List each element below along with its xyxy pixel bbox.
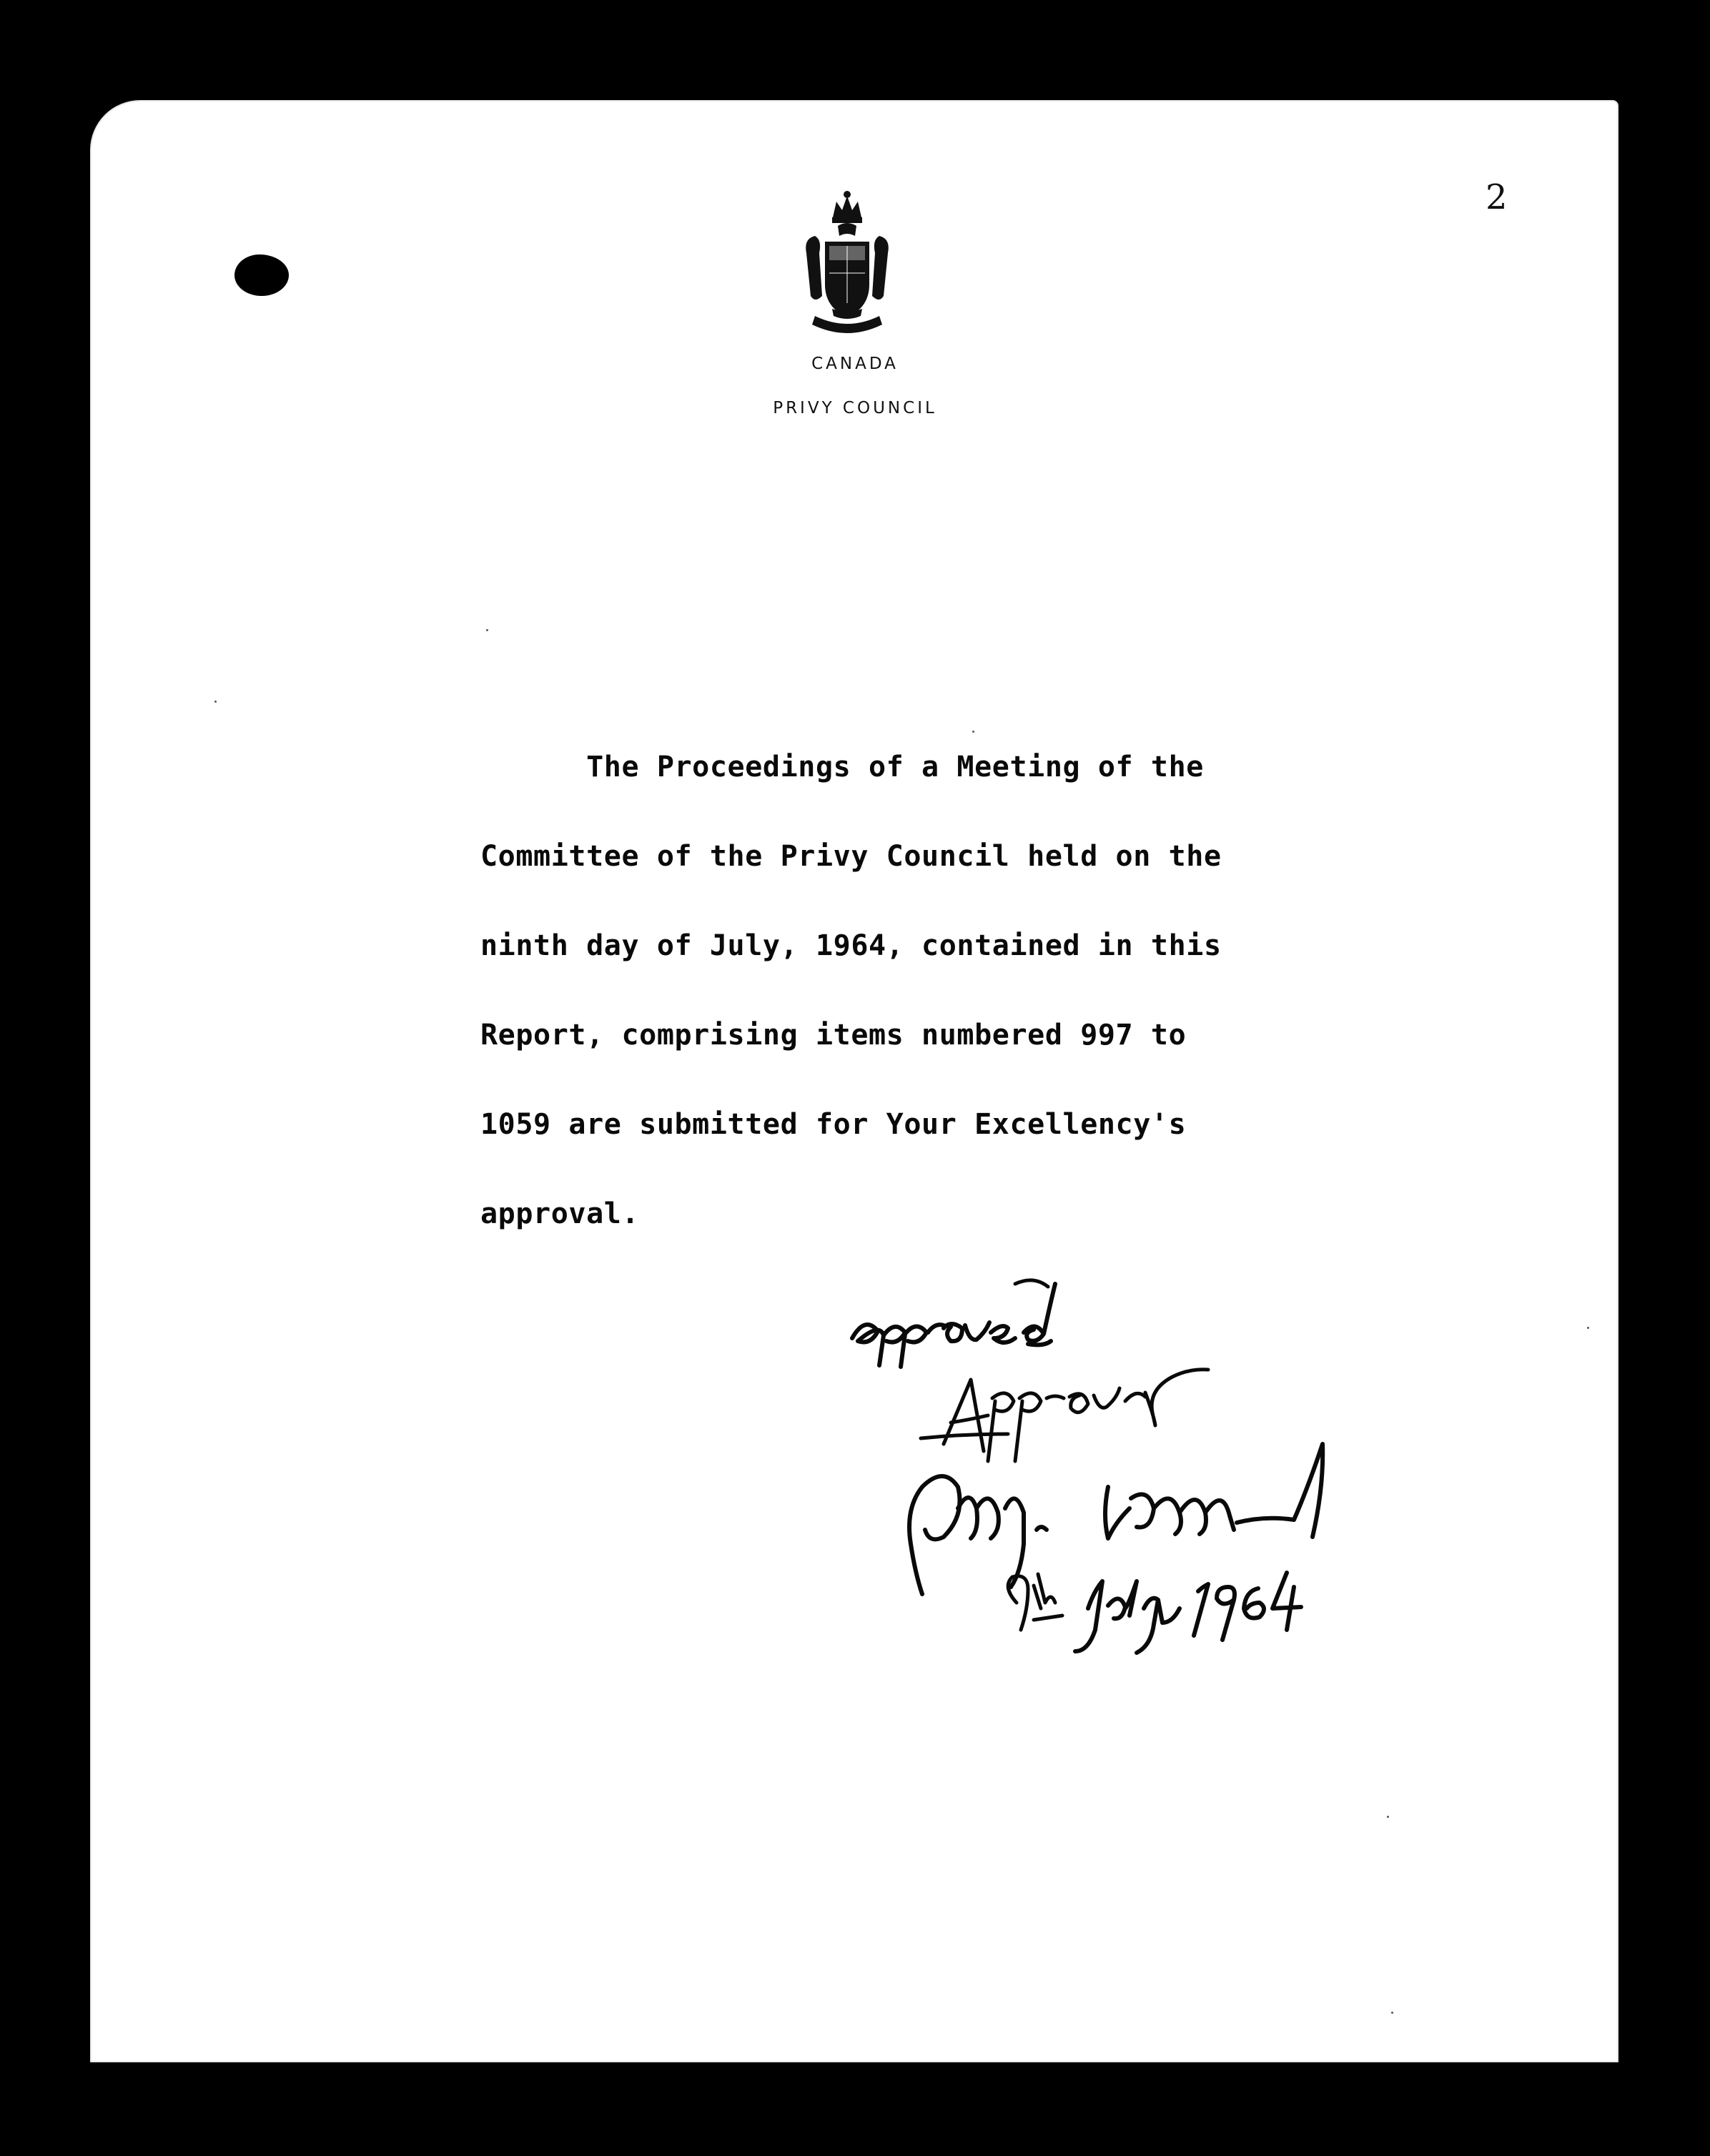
scan-speck: [1391, 2012, 1393, 2014]
scan-speck: [972, 731, 974, 733]
paper-sheet: [90, 100, 1618, 2062]
handwritten-approval-signature: [836, 1272, 1466, 1673]
scan-speck: [486, 629, 488, 631]
scan-speck: [1387, 1816, 1389, 1818]
punch-hole: [234, 254, 289, 296]
body-line-5: 1059 are submitted for Your Excellency's: [480, 1108, 1187, 1141]
scan-speck: [1587, 1327, 1589, 1329]
body-line-6: approval.: [480, 1197, 640, 1230]
body-line-4: Report, comprising items numbered 997 to: [480, 1019, 1187, 1052]
canada-coat-of-arms-icon: [801, 189, 894, 342]
body-line-1: The Proceedings of a Meeting of the: [480, 751, 1204, 783]
body-line-3: ninth day of July, 1964, contained in this: [480, 929, 1222, 962]
page-number: 2: [1486, 177, 1508, 217]
letterhead-country: CANADA: [811, 355, 899, 373]
letterhead-office: PRIVY COUNCIL: [773, 399, 937, 417]
scan-speck: [214, 701, 217, 703]
body-line-2: Committee of the Privy Council held on the: [480, 840, 1222, 873]
